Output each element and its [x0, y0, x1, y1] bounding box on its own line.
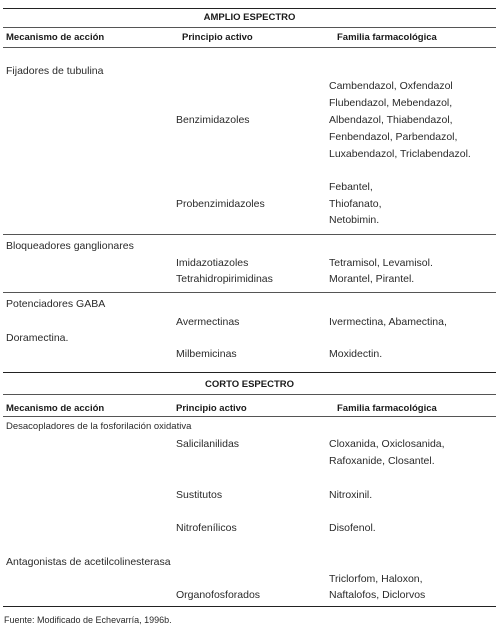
fam-salic-2: Rafoxanide, Closantel.: [329, 455, 435, 467]
fam-probenz-3: Netobimin.: [329, 214, 380, 226]
prin-salicilanilidas: Salicilanilidas: [176, 438, 240, 450]
header-mecanismo: Mecanismo de acción: [6, 32, 105, 43]
divider: [3, 234, 496, 235]
prin-sustitutos: Sustitutos: [176, 489, 223, 501]
header-principio: Principio activo: [176, 403, 247, 414]
fam-benz-1: Cambendazol, Oxfendazol: [329, 80, 453, 92]
fam-probenz-2: Thiofanato,: [329, 198, 382, 210]
mech-doramectina: Doramectina.: [6, 332, 69, 344]
divider: [3, 47, 496, 48]
header-mecanismo: Mecanismo de acción: [6, 403, 105, 414]
fam-benz-5: Luxabendazol, Triclabendazol.: [329, 148, 471, 160]
fam-nitro: Disofenol.: [329, 522, 376, 534]
prin-imidazotiazoles: Imidazotiazoles: [176, 257, 249, 269]
table-top-border: [3, 8, 496, 9]
fam-averm: Ivermectina, Abamectina,: [329, 316, 447, 328]
mech-gaba: Potenciadores GABA: [6, 298, 106, 310]
header-principio: Principio activo: [182, 32, 253, 43]
prin-benzimidazoles: Benzimidazoles: [176, 114, 250, 126]
divider: [3, 27, 496, 28]
section-title-amplio: AMPLIO ESPECTRO: [203, 12, 296, 23]
mech-antagonistas: Antagonistas de acetilcolinesterasa: [6, 556, 171, 568]
mech-desacopladores: Desacopladores de la fosforilación oxidativa: [6, 421, 192, 432]
prin-tetrahidropirimidinas: Tetrahidropirimidinas: [176, 273, 273, 285]
fam-organo-2: Naftalofos, Diclorvos: [329, 589, 426, 601]
prin-nitrofenilicos: Nitrofenílicos: [176, 522, 237, 534]
header-familia: Familia farmacológica: [337, 403, 437, 414]
section-border: [3, 372, 496, 373]
prin-avermectinas: Avermectinas: [176, 316, 240, 328]
mech-tubulina: Fijadores de tubulina: [6, 65, 104, 77]
section-title-corto: CORTO ESPECTRO: [204, 379, 295, 390]
fam-probenz-1: Febantel,: [329, 181, 373, 193]
fam-milbe: Moxidectin.: [329, 348, 383, 360]
fam-tetra: Morantel, Pirantel.: [329, 273, 415, 285]
prin-probenzimidazoles: Probenzimidazoles: [176, 198, 265, 210]
fam-benz-2: Flubendazol, Mebendazol,: [329, 97, 453, 109]
header-familia: Familia farmacológica: [337, 32, 437, 43]
fam-sust: Nitroxinil.: [329, 489, 373, 501]
prin-milbemicinas: Milbemicinas: [176, 348, 237, 360]
fam-benz-3: Albendazol, Thiabendazol,: [329, 114, 453, 126]
table-bottom-border: [3, 606, 496, 607]
fam-organo-1: Triclorfom, Haloxon,: [329, 573, 423, 585]
prin-organofosforados: Organofosforados: [176, 589, 261, 601]
divider: [3, 416, 496, 417]
mech-ganglionares: Bloqueadores ganglionares: [6, 240, 134, 252]
fam-benz-4: Fenbendazol, Parbendazol,: [329, 131, 458, 143]
divider: [3, 292, 496, 293]
divider: [3, 394, 496, 395]
fam-imid: Tetramisol, Levamisol.: [329, 257, 433, 269]
fam-salic-1: Cloxanida, Oxiclosanida,: [329, 438, 445, 450]
footnote: Fuente: Modificado de Echevarría, 1996b.: [4, 615, 172, 625]
